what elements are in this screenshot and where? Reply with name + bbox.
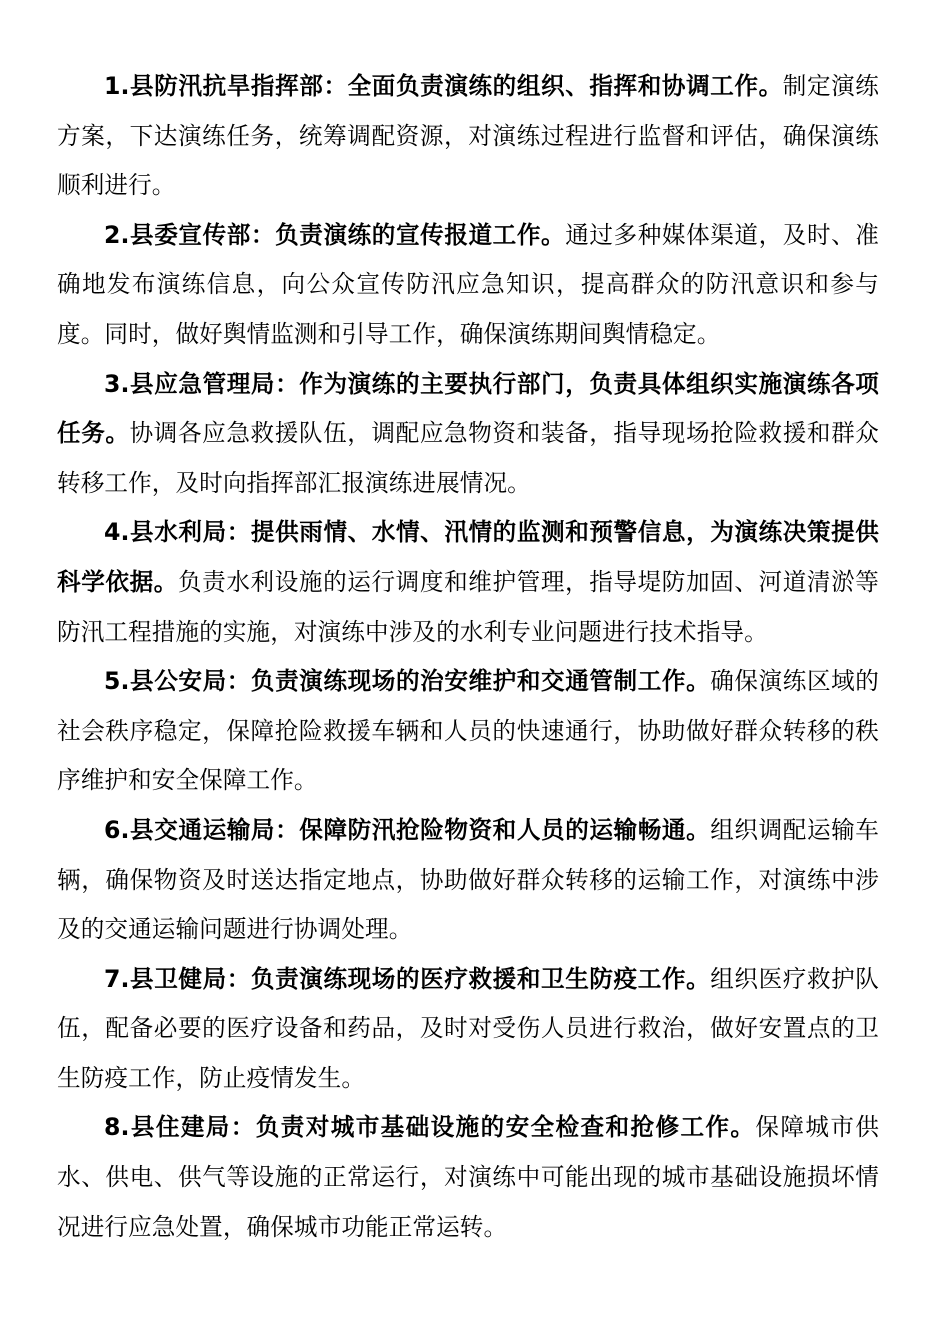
paragraph-2-lead: 2.县委宣传部：负责演练的宣传报道工作。: [104, 220, 566, 249]
paragraph-4-body: 负责水利设施的运行调度和维护管理，指导堤防加固、河道清淤等防汛工程措施的实施，对演练中涉及的水利专业问题进行技术指导。: [57, 567, 880, 646]
paragraph-3-body: 协调各应急救援队伍，调配应急物资和装备，指导现场抢险救援和群众转移工作，及时向指挥部汇报演练进展情况。: [57, 419, 879, 497]
paragraph-6-body: 组织调配运输车辆，确保物资及时送达指定地点，协助做好群众转移的运输工作，对演练中涉及的交通运输问题进行协调处理。: [57, 815, 879, 944]
paragraph-8-body: 保障城市供水、供电、供气等设施的正常运行，对演练中可能出现的城市基础设施损坏情况进行应急处置，确保城市功能正常运转。: [57, 1113, 880, 1241]
paragraph-3: [57, 360, 879, 509]
paragraph-7-body: 组织医疗救护队伍，配备必要的医疗设备和药品，及时对受伤人员进行救治，做好安置点的卫生防疫工作，防止疫情发生。: [57, 964, 879, 1092]
paragraph-7-lead: 7.县卫健局：负责演练现场的医疗救援和卫生防疫工作。: [104, 964, 711, 993]
paragraph-6: [57, 806, 879, 955]
document-page: [57, 62, 879, 1252]
paragraph-5-body: 确保演练区域的社会秩序稳定，保障抢险救援车辆和人员的快速通行，协助做好群众转移的秩序维护和安全保障工作。: [57, 667, 879, 795]
paragraph-1-body: 制定演练方案，下达演练任务，统筹调配资源，对演练过程进行监督和评估，确保演练顺利进行。: [57, 72, 879, 200]
paragraph-8-lead: 8.县住建局：负责对城市基础设施的安全检查和抢修工作。: [104, 1113, 756, 1142]
paragraph-7: [57, 955, 879, 1104]
paragraph-1: [57, 62, 879, 211]
paragraph-2: [57, 211, 879, 360]
paragraph-2-body: 通过多种媒体渠道，及时、准确地发布演练信息，向公众宣传防汛应急知识，提高群众的防汛意识和参与度。同时，做好舆情监测和引导工作，确保演练期间舆情稳定。: [57, 220, 879, 348]
paragraph-4-lead: 4.县水利局：提供雨情、水情、汛情的监测和预警信息，为演练决策提供科学依据。: [57, 518, 879, 596]
paragraph-5: [57, 657, 879, 806]
paragraph-1-lead: 1.县防汛抗旱指挥部：全面负责演练的组织、指挥和协调工作。: [104, 72, 783, 100]
paragraph-4: [57, 508, 879, 657]
paragraph-3-lead: 3.县应急管理局：作为演练的主要执行部门，负责具体组织实施演练各项任务。: [57, 369, 879, 448]
paragraph-5-lead: 5.县公安局：负责演练现场的治安维护和交通管制工作。: [104, 667, 711, 696]
paragraph-6-lead: 6.县交通运输局：保障防汛抢险物资和人员的运输畅通。: [104, 815, 711, 844]
paragraph-8: [57, 1103, 879, 1252]
